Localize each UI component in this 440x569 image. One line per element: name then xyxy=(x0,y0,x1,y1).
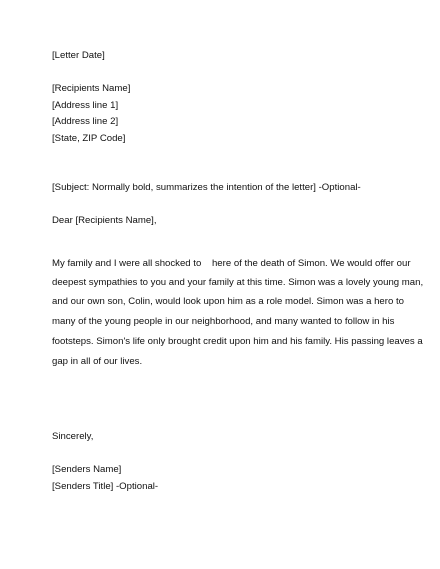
closing: Sincerely, xyxy=(52,431,94,442)
subject-line: [Subject: Normally bold, summarizes the intention of the letter] -Optional- xyxy=(52,182,361,193)
sender-title: [Senders Title] -Optional- xyxy=(52,481,159,492)
recipient-name: [Recipients Name] xyxy=(52,83,131,94)
body-line: many of the young people in our neighborhood, and many wanted to follow in his xyxy=(52,316,395,327)
salutation: Dear [Recipients Name], xyxy=(52,215,157,226)
body-line: deepest sympathies to you and your family at this time. Simon was a lovely young man, xyxy=(52,277,424,288)
body-line: footsteps. Simon's life only brought credit upon him and his family. His passing leaves a xyxy=(52,336,423,347)
body-line: My family and I were all shocked to here of the death of Simon. We would offer our xyxy=(52,258,411,269)
letter-date: [Letter Date] xyxy=(52,50,105,61)
body-line: and our own son, Colin, would look upon him as a role model. Simon was a hero to xyxy=(52,296,404,307)
recipient-state-zip: [State, ZIP Code] xyxy=(52,133,126,144)
recipient-address-line-1: [Address line 1] xyxy=(52,100,119,111)
sender-name: [Senders Name] xyxy=(52,464,122,475)
body-line: gap in all of our lives. xyxy=(52,356,143,367)
recipient-address-line-2: [Address line 2] xyxy=(52,116,119,127)
